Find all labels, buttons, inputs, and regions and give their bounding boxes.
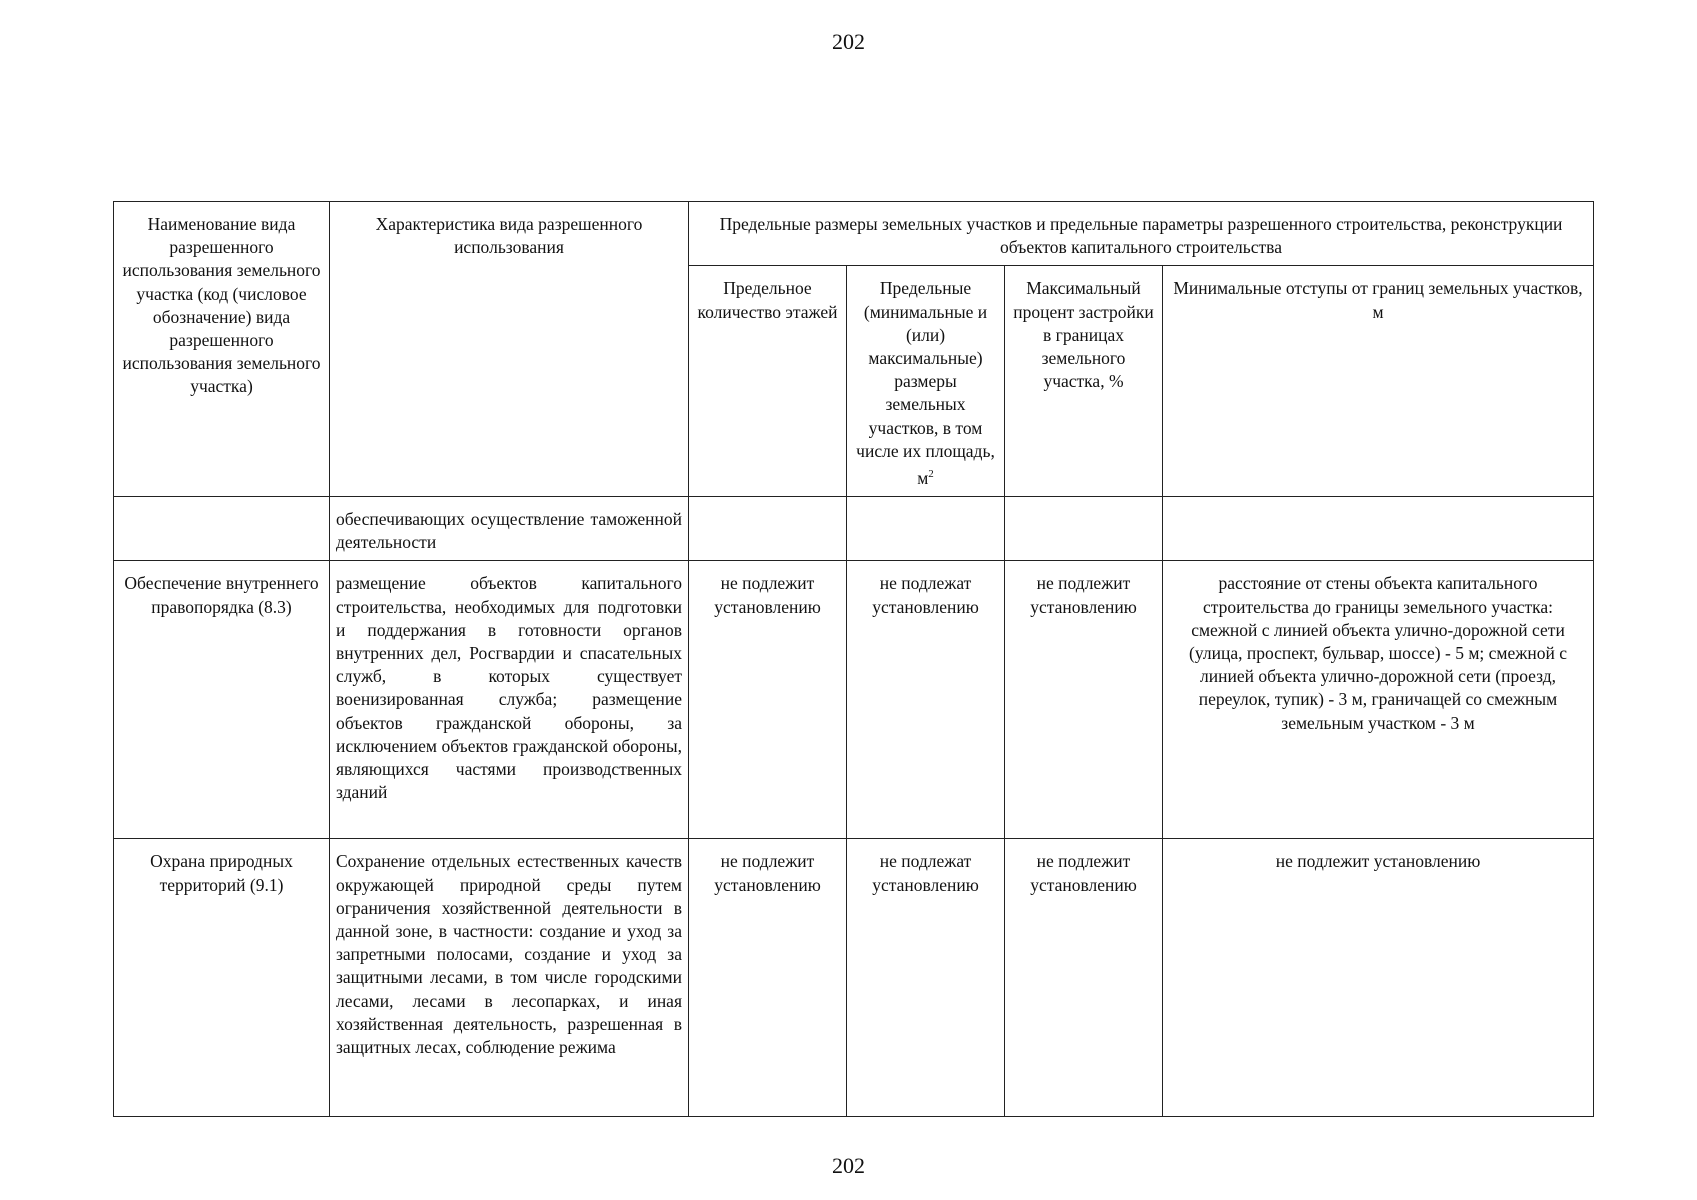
- header-use-description: Характеристика вида разрешенного использования: [330, 202, 689, 497]
- cell-use-name: Обеспечение внутреннего правопорядка (8.3): [114, 561, 330, 839]
- cell-setbacks: расстояние от стены объекта капитального строительства до границы земельного участка: смежной с линией объекта улично-дорожной сети (улица, проспект, бульвар, шоссе) - 5 м; смежной с линией объекта улично-дорожной сети (проезд, переулок, тупик) - 3 м, граничащей со смежным земельным участком - 3 м: [1163, 561, 1594, 839]
- page-number-top: 202: [832, 29, 865, 54]
- header-row-1: [114, 202, 1594, 266]
- table-row: [114, 561, 1594, 839]
- header-percent: Максимальный процент застройки в границах земельного участка, %: [1005, 266, 1163, 497]
- header-floors: Предельное количество этажей: [689, 266, 847, 497]
- table-row: [114, 497, 1594, 561]
- header-sizes-text: Предельные (минимальные и (или) максимальные) размеры земельных участков, в том числе их площадь, м: [856, 278, 995, 488]
- header-sizes: [847, 266, 1005, 497]
- cell-sizes: [847, 497, 1005, 561]
- cell-percent: не подлежит установлению: [1005, 561, 1163, 839]
- page-number-bottom: 202: [832, 1153, 865, 1178]
- cell-floors: [689, 497, 847, 561]
- cell-floors: не подлежит установлению: [689, 839, 847, 1117]
- cell-use-description: размещение объектов капитального строительства, необходимых для подготовки и поддержания в готовности органов внутренних дел, Росгвардии и спасательных служб, в которых существует военизированная служба; размещение объектов гражданской обороны, за исключением объектов гражданской обороны, являющихся частями производственных зданий: [330, 561, 689, 839]
- cell-setbacks: [1163, 497, 1594, 561]
- header-limits-group: Предельные размеры земельных участков и предельные параметры разрешенного строительства, реконструкции объектов капитального строительства: [689, 202, 1594, 266]
- cell-percent: [1005, 497, 1163, 561]
- header-use-name: Наименование вида разрешенного использования земельного участка (код (числовое обозначение) вида разрешенного использования земельного участка): [114, 202, 330, 497]
- cell-setbacks: не подлежит установлению: [1163, 839, 1594, 1117]
- cell-use-description: обеспечивающих осуществление таможенной деятельности: [330, 497, 689, 561]
- header-setbacks: Минимальные отступы от границ земельных участков, м: [1163, 266, 1594, 497]
- cell-use-description: Сохранение отдельных естественных качеств окружающей природной среды путем ограничения хозяйственной деятельности в данной зоне, в частности: создание и уход за запретными полосами, создание и уход за защитными лесами, в том числе городскими лесами, лесами в лесопарках, и иная хозяйственная деятельность, разрешенная в защитных лесах, соблюдение режима: [330, 839, 689, 1117]
- regulations-table: [113, 201, 1594, 1117]
- cell-percent: не подлежит установлению: [1005, 839, 1163, 1117]
- cell-sizes: не подлежат установлению: [847, 839, 1005, 1117]
- cell-floors: не подлежит установлению: [689, 561, 847, 839]
- table-row: [114, 839, 1594, 1117]
- cell-use-name: [114, 497, 330, 561]
- cell-sizes: не подлежат установлению: [847, 561, 1005, 839]
- cell-use-name: Охрана природных территорий (9.1): [114, 839, 330, 1117]
- header-sizes-sup: 2: [928, 468, 934, 481]
